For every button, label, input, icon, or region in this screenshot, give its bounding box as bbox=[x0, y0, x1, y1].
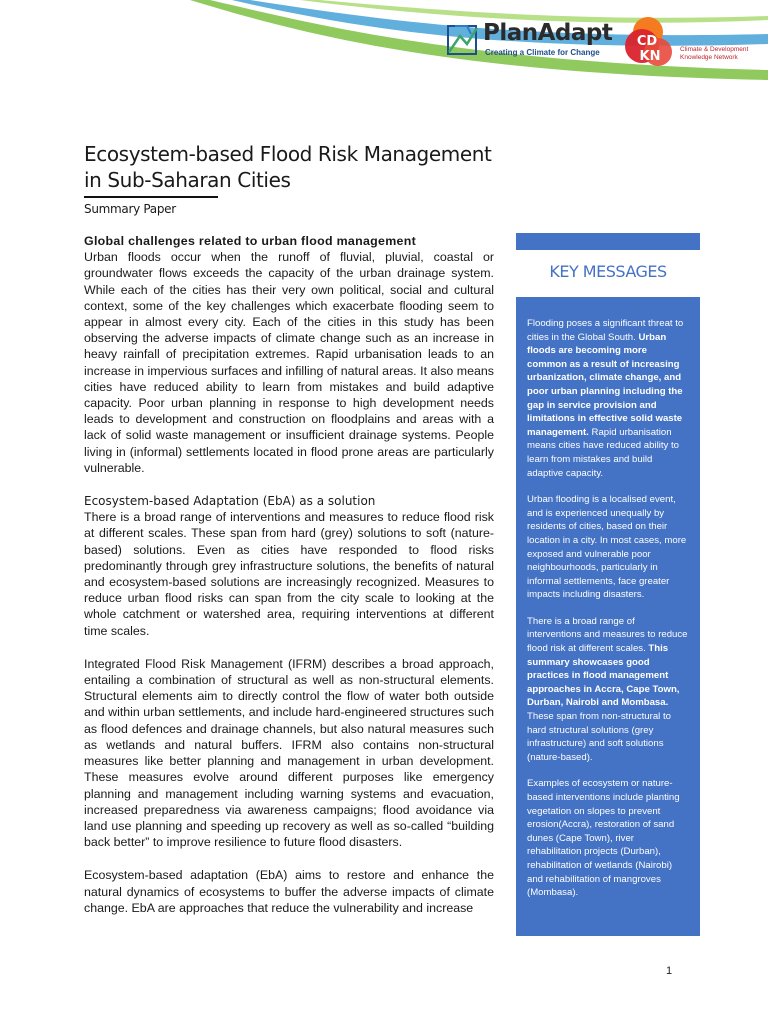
main-column bbox=[84, 233, 494, 916]
paragraph-ifrm: Integrated Flood Risk Management (IFRM) describes a broad approach, entailing a combination of structural as well as non-structural elements. Structural elements aim to directly control the flow of water both outside and within urban settlements, and include hard-engineered structures such as flood defences and drainage channels, but also natural measures such as wetlands and natural buffers. IFRM also contains non-structural measures like better planning and management in urban development. These measures evolve around different purposes like emergency planning and management including warning systems and evacuation, increased preparedness via awareness campaigns; flood avoidance via land use planning and speeding up recovery as well as so-called “building back better” to improve resilience to future flood disasters. bbox=[84, 656, 494, 850]
key-message-1-text-a: Flooding poses a significant threat to cities in the Global South. bbox=[527, 318, 684, 343]
title-divider bbox=[84, 196, 218, 198]
paragraph-interventions: There is a broad range of interventions and measures to reduce flood risk at different scales. These span from hard (grey) solutions to soft (nature-based) solutions. Even as cities have responded to flood risks predominantly through grey infrastructure solutions, the benefits of natural and ecosystem-based solutions are increasingly recognized. Measures to reduce urban flood risks can span from the city scale to looking at the whole catchment or watershed area, requiring interventions at different time scales. bbox=[84, 510, 494, 638]
svg-text:KN: KN bbox=[639, 49, 661, 64]
key-message-1 bbox=[527, 317, 688, 480]
title-line-2: in Sub-Saharan Cities bbox=[84, 168, 291, 192]
cdkn-name-line1: Climate & Development bbox=[680, 46, 749, 53]
section-heading-challenges: Global challenges related to urban flood management bbox=[84, 234, 417, 248]
key-message-3 bbox=[527, 615, 688, 765]
cdkn-name bbox=[680, 46, 748, 62]
key-message-3-emphasis: This summary showcases good practices in flood management approaches in Accra, Cape Town, Durban, Nairobi and Mombasa. bbox=[527, 643, 680, 709]
title-line-1: Ecosystem-based Flood Risk Management bbox=[84, 142, 492, 166]
key-messages-title: KEY MESSAGES bbox=[549, 262, 667, 281]
planadapt-mark-icon bbox=[447, 22, 481, 56]
key-message-1-text-c: Rapid urbanisation means cities have reduced ability to learn from mistakes and build adaptive capacity. bbox=[527, 426, 679, 479]
planadapt-name: PlanAdapt bbox=[483, 20, 613, 46]
svg-text:CD: CD bbox=[636, 34, 658, 49]
key-message-3-text-c: These span from non-structural to hard structural solutions (grey infrastructure) and soft solutions (nature-based). bbox=[527, 711, 671, 763]
section-heading-eba: Ecosystem-based Adaptation (EbA) as a solution bbox=[84, 494, 376, 509]
cdkn-name-line2: Knowledge Network bbox=[680, 54, 738, 61]
key-message-3-text-a: There is a broad range of interventions and measures to reduce flood risk at different scales. bbox=[527, 615, 688, 655]
document-subtitle: Summary Paper bbox=[84, 202, 176, 216]
key-messages-top-bar bbox=[516, 233, 700, 250]
planadapt-tagline: Creating a Climate for Change bbox=[485, 48, 600, 57]
paragraph-eba-definition: Ecosystem-based adaptation (EbA) aims to restore and enhance the natural dynamics of ecosystems to buffer the adverse impacts of climate change. EbA are approaches that reduce the vulnerability and increase bbox=[84, 868, 494, 915]
key-message-4: Examples of ecosystem or nature-based interventions include planting vegetation on slopes to prevent erosion(Accra), restoration of sand dunes (Cape Town), river rehabilitation projects (Durban), rehabilitation of wetlands (Nairobi) and rehabilitation of mangroves (Mombasa). bbox=[527, 778, 680, 899]
paragraph-challenges: Urban floods occur when the runoff of fluvial, pluvial, coastal or groundwater flows exceeds the capacity of the urban drainage system. While each of the cities has their very own political, social and cultural context, some of the key challenges which exacerbate flooding seem to appear in almost every city. Each of the cities in this study has been observing the adverse impacts of climate change such as an increase in heavy rainfall of precipitation extremes. Rapid urbanisation leads to an increase in impervious surfaces and infilling of natural areas. It also means cities have reduced ability to learn from mistakes and build adaptive capacity. Poor urban planning in response to high development needs leads to development and construction on floodplains and areas with a lack of solid waste management or insufficient drainage systems. People living in (informal) settlements located in flood prone areas are particularly vulnerable. bbox=[84, 250, 494, 475]
document-title bbox=[84, 141, 504, 193]
key-message-1-emphasis: Urban floods are becoming more common as a result of increasing urbanization, climate change, and poor urban planning including the gap in service provision and limitations in effective solid waste management. bbox=[527, 331, 683, 438]
planadapt-logo bbox=[447, 20, 627, 60]
cdkn-logo bbox=[622, 14, 762, 70]
key-messages-box bbox=[516, 297, 700, 936]
page-number: 1 bbox=[666, 965, 673, 977]
cdkn-mark-icon bbox=[622, 14, 678, 70]
key-message-2: Urban flooding is a localised event, and is experienced unequally by residents of cities, based on their location in a city. In most cases, more exposed and vulnerable poor neighbourhoods, particularly in informal settlements, face greater impacts including disasters. bbox=[527, 494, 687, 601]
